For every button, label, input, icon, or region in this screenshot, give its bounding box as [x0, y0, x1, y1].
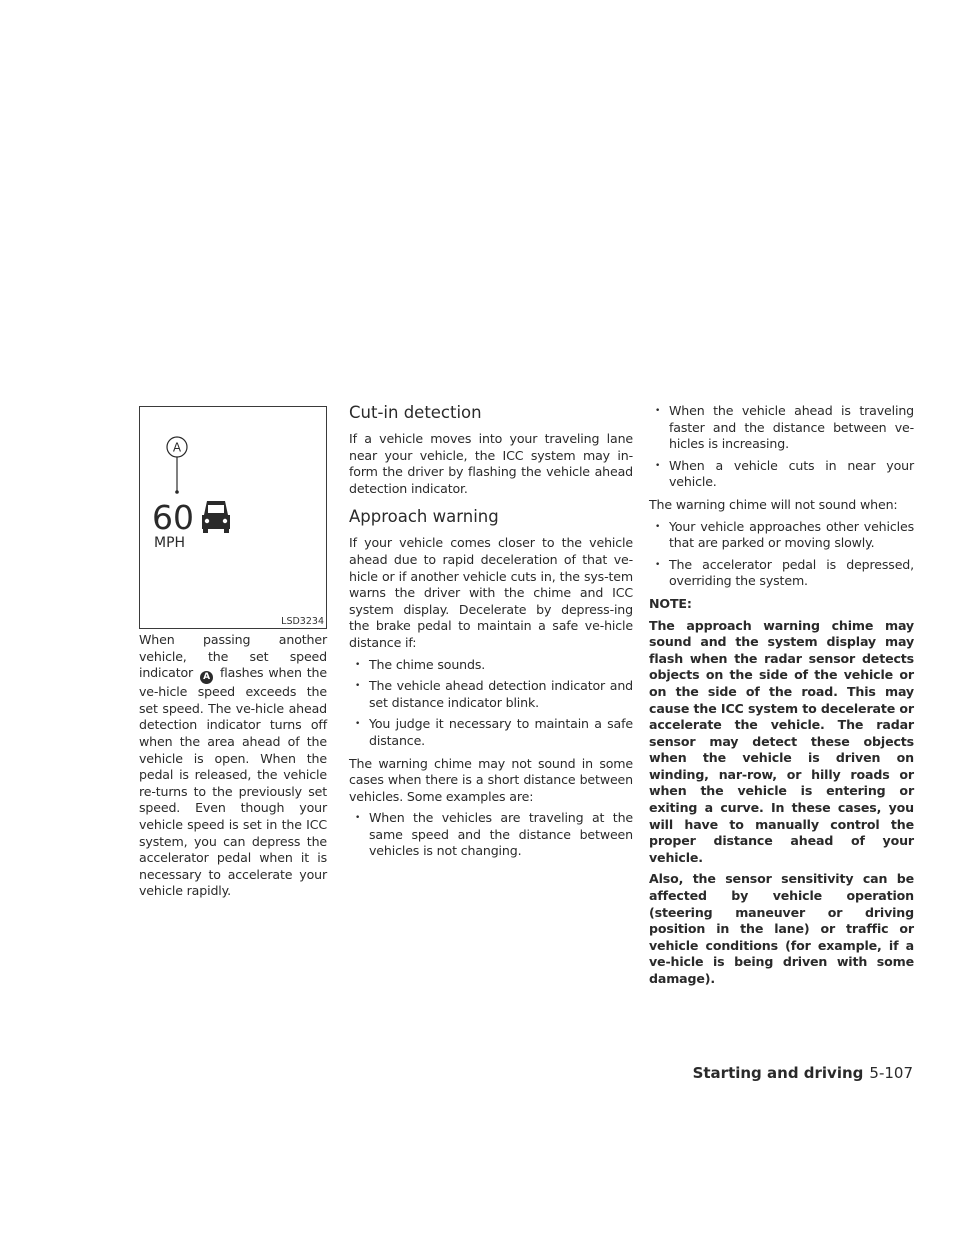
- list-item: • The vehicle ahead detection indicator and set distance indicator blink.: [349, 678, 633, 711]
- note-label: NOTE:: [649, 595, 692, 611]
- passing-text-end: flashes when the ve-hicle speed exceeds the set speed. The ve-hicle ahead detection indicator turns off when the area ahead of the vehicle is open. When the pedal is released, the vehicle re-turns to the previously set speed. Even though your vehicle speed is set in the ICC system, you can depress the accelerator pedal when it is necessary to accelerate your vehicle rapidly.: [139, 665, 327, 899]
- section-title: Starting and driving: [692, 1064, 864, 1082]
- callout-marker-a: A: [200, 671, 213, 684]
- speed-display-illustration: [140, 407, 328, 630]
- list-item: • When the vehicles are traveling at the same speed and the distance between vehicles is not changing.: [349, 810, 633, 860]
- speed-value: 60: [152, 498, 194, 537]
- note-paragraph-1: The approach warning chime may sound and the system display may flash when the radar sensor detects objects on the side of the vehicle or on the side of the road. This may cause the ICC system to decelerate or accelerate the vehicle. The radar sensor may detect these objects when the vehicle is driven on winding, nar-row, or hilly roads or when the vehicle is entering or exiting a curve. In these cases, you will have to manually control the proper distance ahead of your vehicle.: [649, 617, 914, 865]
- cut-in-paragraph: If a vehicle moves into your traveling lane near your vehicle, the ICC system may in-form the driver by flashing the vehicle ahead detection indicator.: [349, 431, 633, 496]
- list-item: • When a vehicle cuts in near your vehicle.: [649, 458, 914, 491]
- chime-will-not-sound-paragraph: The warning chime will not sound when:: [649, 496, 898, 512]
- column-1: [139, 632, 327, 905]
- figure-code: LSD3234: [281, 616, 324, 627]
- list-item: • The accelerator pedal is depressed, overriding the system.: [649, 557, 914, 590]
- callout-dot: [175, 490, 179, 494]
- approach-paragraph: If your vehicle comes closer to the vehicle ahead due to rapid deceleration of that ve-hicle or if another vehicle cuts in, the sys-tem warns the driver with the chime and ICC system display. Decelerate by depress-ing the brake pedal to maintain a safe ve-hicle distance if:: [349, 535, 633, 650]
- list-item: • Your vehicle approaches other vehicles that are parked or moving slowly.: [649, 519, 914, 552]
- chime-may-not-sound-paragraph: The warning chime may not sound in some cases when there is a short distance between vehicles. Some examples are:: [349, 755, 633, 804]
- passing-text-start: When passing another vehicle, the set speed indicator: [139, 632, 327, 681]
- list-item: • The chime sounds.: [349, 657, 633, 674]
- examples-list-continued: [649, 403, 914, 491]
- list-item: • When the vehicle ahead is traveling faster and the distance between ve-hicles is increasing.: [649, 403, 914, 453]
- heading-cut-in-detection: Cut-in detection: [349, 403, 482, 422]
- examples-list: [349, 810, 633, 860]
- column-3: [649, 403, 914, 993]
- callout-label: A: [172, 440, 182, 455]
- note-paragraph-2: Also, the sensor sensitivity can be affected by vehicle operation (steering maneuver or driving position in the lane) or traffic or vehicle conditions (for example, if a ve-hicle is being driven with some damage).: [649, 871, 914, 986]
- page-number: 5-107: [869, 1064, 913, 1082]
- vehicle-ahead-icon: [202, 501, 230, 533]
- speed-unit: MPH: [154, 535, 186, 551]
- column-2: [349, 403, 633, 866]
- approach-conditions-list: [349, 657, 633, 750]
- page-footer: [693, 1064, 913, 1082]
- list-item: • You judge it necessary to maintain a safe distance.: [349, 716, 633, 749]
- passing-paragraph: [139, 632, 327, 900]
- no-chime-list: [649, 519, 914, 590]
- heading-approach-warning: Approach warning: [349, 507, 499, 527]
- figure-speed-display: [139, 406, 327, 629]
